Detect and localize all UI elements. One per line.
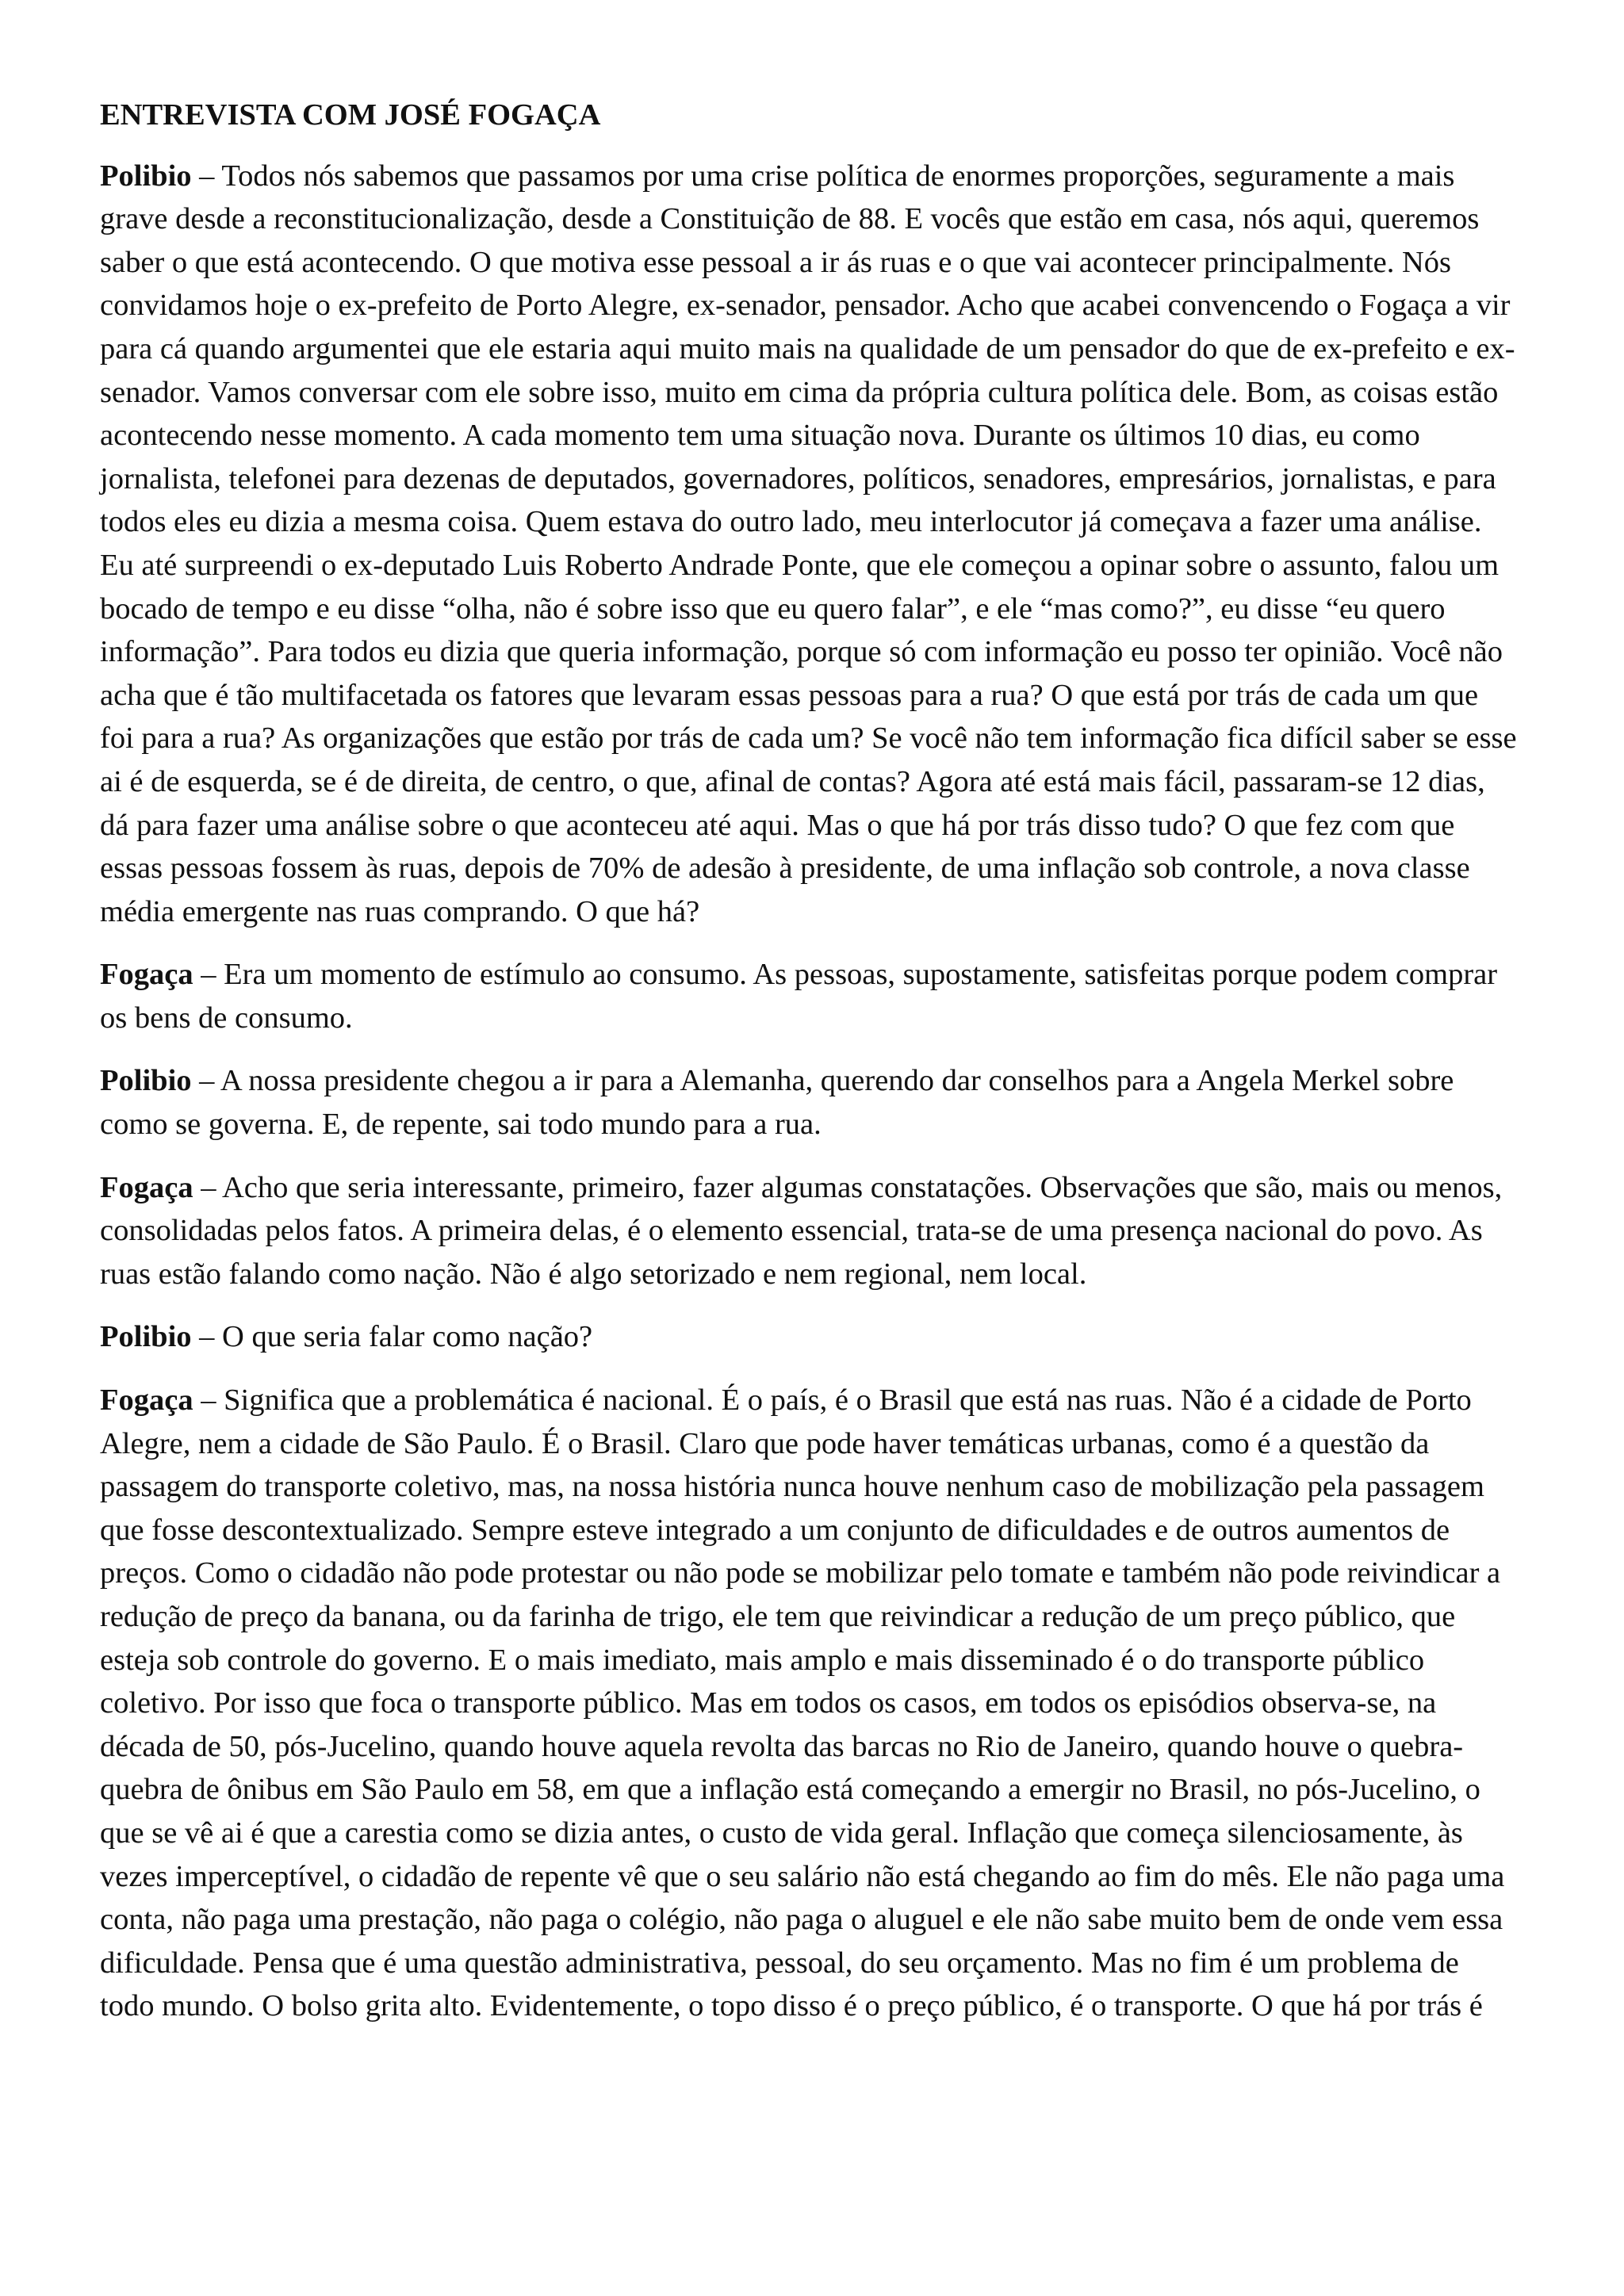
interview-paragraph: [100, 1166, 1519, 1296]
document-page: [100, 94, 1519, 2048]
interview-paragraph: [100, 155, 1519, 934]
paragraph-text: – A nossa presidente chegou a ir para a Alemanha, querendo dar conselhos para a Angela Merkel sobre como se governa. E, de repente, sai todo mundo para a rua.: [100, 1064, 1454, 1142]
speaker-name: Fogaça: [100, 1170, 193, 1204]
speaker-name: Fogaça: [100, 958, 193, 992]
paragraph-text: – Significa que a problemática é nacional. É o país, é o Brasil que está nas ruas. Não é a cidade de Porto Alegre, nem a cidade de São Paulo. É o Brasil. Claro que pode haver temáticas urbanas, como é a questão da passagem do transporte coletivo, mas, na nossa história nunca houve nenhum caso de mobilização pela passagem que fosse descontextualizado. Sempre esteve integrado a um conjunto de dificuldades e de outros aumentos de preços. Como o cidadão não pode protestar ou não pode se mobilizar pelo tomate e também não pode reivindicar a redução de preço da banana, ou da farinha de trigo, ele tem que reivindicar a redução de um preço público, que esteja sob controle do governo. E o mais imediato, mais amplo e mais disseminado é o do transporte público coletivo. Por isso que foca o transporte público. Mas em todos os casos, em todos os episódios observa-se, na década de 50, pós-Jucelino, quando houve aquela revolta das barcas no Rio de Janeiro, quando houve o quebra-quebra de ônibus em São Paulo em 58, em que a inflação está começando a emergir no Brasil, no pós-Jucelino, o que se vê ai é que a carestia como se dizia antes, o custo de vida geral. Inflação que começa silenciosamente, às vezes imperceptível, o cidadão de repente vê que o seu salário não está chegando ao fim do mês. Ele não paga uma conta, não paga uma prestação, não paga o colégio, não paga o aluguel e ele não sabe muito bem de onde vem essa dificuldade. Pensa que é uma questão administrativa, pessoal, do seu orçamento. Mas no fim é um problema de todo mundo. O bolso grita alto. Evidentemente, o topo disso é o preço público, é o transporte. O que há por trás é: [100, 1383, 1505, 2023]
interview-paragraph: [100, 1379, 1519, 2028]
speaker-name: Fogaça: [100, 1383, 193, 1418]
paragraph-text: – Era um momento de estímulo ao consumo. As pessoas, supostamente, satisfeitas porque podem comprar os bens de consumo.: [100, 958, 1498, 1035]
speaker-name: Polibio: [100, 159, 192, 193]
interview-paragraph: [100, 1059, 1519, 1146]
interview-paragraph: [100, 953, 1519, 1039]
paragraph-text: – Acho que seria interessante, primeiro, fazer algumas constatações. Observações que são, mais ou menos, consolidadas pelos fatos. A primeira delas, é o elemento essencial, trata-se de uma presença nacional do povo. As ruas estão falando como nação. Não é algo setorizado e nem regional, nem local.: [100, 1170, 1503, 1291]
speaker-name: Polibio: [100, 1320, 192, 1354]
document-title: ENTREVISTA COM JOSÉ FOGAÇA: [100, 98, 601, 132]
speaker-name: Polibio: [100, 1064, 192, 1098]
interview-paragraph: [100, 1315, 1519, 1359]
paragraph-text: – Todos nós sabemos que passamos por uma crise política de enormes proporções, seguramente a mais grave desde a reconstitucionalização, desde a Constituição de 88. E vocês que estão em casa, nós aqui, queremos saber o que está acontecendo. O que motiva esse pessoal a ir ás ruas e o que vai acontecer principalmente. Nós convidamos hoje o ex-prefeito de Porto Alegre, ex-senador, pensador. Acho que acabei convencendo o Fogaça a vir para cá quando argumentei que ele estaria aqui muito mais na qualidade de um pensador do que de ex-prefeito e ex-senador. Vamos conversar com ele sobre isso, muito em cima da própria cultura política dele. Bom, as coisas estão acontecendo nesse momento. A cada momento tem uma situação nova. Durante os últimos 10 dias, eu como jornalista, telefonei para dezenas de deputados, governadores, políticos, senadores, empresários, jornalistas, e para todos eles eu dizia a mesma coisa. Quem estava do outro lado, meu interlocutor já começava a fazer uma análise. Eu até surpreendi o ex-deputado Luis Roberto Andrade Ponte, que ele começou a opinar sobre o assunto, falou um bocado de tempo e eu disse “olha, não é sobre isso que eu quero falar”, e ele “mas como?”, eu disse “eu quero informação”. Para todos eu dizia que queria informação, porque só com informação eu posso ter opinião. Você não acha que é tão multifacetada os fatores que levaram essas pessoas para a rua? O que está por trás de cada um que foi para a rua? As organizações que estão por trás de cada um? Se você não tem informação fica difícil saber se esse ai é de esquerda, se é de direita, de centro, o que, afinal de contas? Agora até está mais fácil, passaram-se 12 dias, dá para fazer uma análise sobre o que aconteceu até aqui. Mas o que há por trás disso tudo? O que fez com que essas pessoas fossem às ruas, depois de 70% de adesão à presidente, de uma inflação sob controle, a nova classe média emergente nas ruas comprando. O que há?: [100, 159, 1517, 928]
paragraph-text: – O que seria falar como nação?: [199, 1320, 593, 1354]
